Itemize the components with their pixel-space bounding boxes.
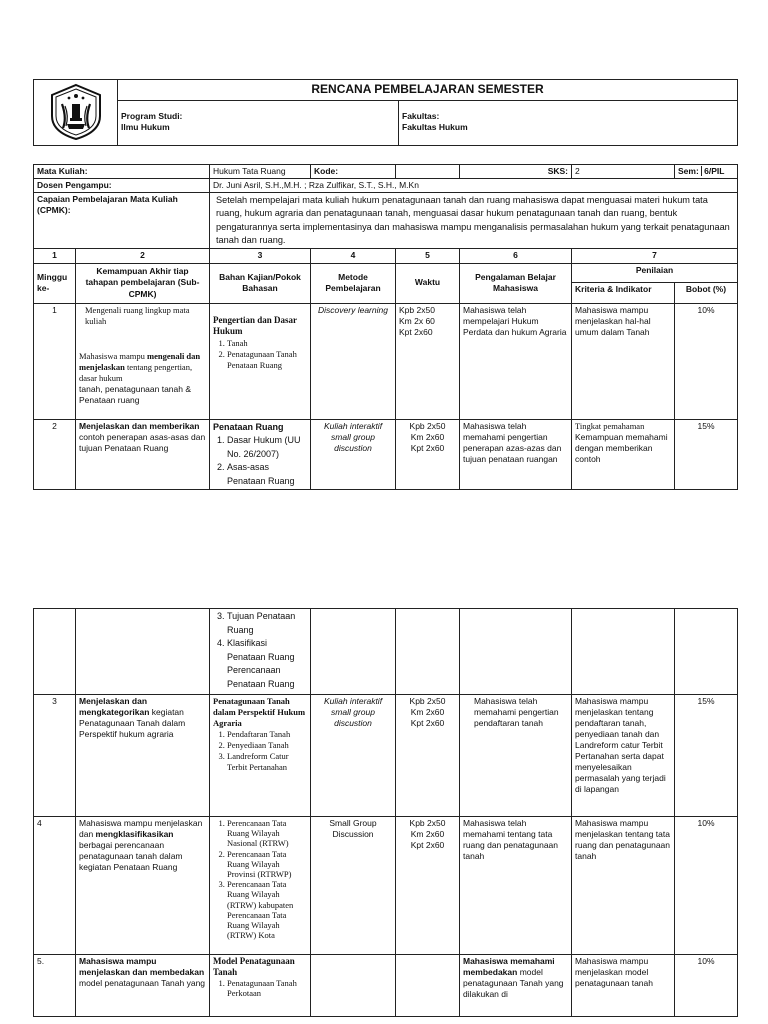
page-title: RENCANA PEMBELAJARAN SEMESTER xyxy=(118,80,737,101)
col-number: 6 xyxy=(460,249,572,263)
kemampuan-text: Mengenali ruang lingkup mata kuliah xyxy=(85,304,190,326)
table-row xyxy=(34,695,738,817)
kemampuan-text: model penatagunaan Tanah yang xyxy=(79,978,206,989)
kemampuan-text: berbagai perencanaan penatagunaan tanah dalam kegiatan Penataan Ruang xyxy=(79,840,183,873)
waktu-cell xyxy=(396,303,460,419)
table-row xyxy=(34,955,738,1017)
bobot-cell: 10% xyxy=(675,303,738,419)
waktu-line: Km 2x60 xyxy=(410,707,445,718)
waktu-line: Kpb 2x50 xyxy=(409,420,446,431)
bahan-item: 2. Penatagunaan Tanah Penataan Ruang xyxy=(227,349,307,371)
kriteria-cell: Mahasiswa mampu menjelaskan hal-hal umum dalam Tanah xyxy=(572,303,675,419)
bahan-title: Penatagunaan Tanah dalam Perspektif Hukum Agraria xyxy=(213,696,306,729)
logo-cell xyxy=(34,80,118,146)
bahan-cell xyxy=(210,695,311,817)
bahan-item: 3. Perencanaan Tata Ruang Wilayah (RTRW) kabupaten Perencanaan Tata Ruang Wilayah (RTRW) Kota xyxy=(227,879,307,940)
waktu-line: Kpt 2x60 xyxy=(410,840,445,851)
university-seal-icon xyxy=(34,80,117,144)
bahan-item: 2. Penyediaan Tanah xyxy=(227,740,307,751)
pengalaman-cell: Mahasiswa telah memahami tentang tata ruang dan penatagunaan tanah xyxy=(460,817,572,955)
bobot-cell: 10% xyxy=(675,955,738,1017)
minggu-cell xyxy=(34,609,76,695)
col-number: 4 xyxy=(311,249,396,263)
waktu-line: Km 2x60 xyxy=(410,431,445,442)
kemampuan-text-bold: mengenali dan menjelaskan xyxy=(79,350,201,372)
program-studi-label: Program Studi: xyxy=(121,110,183,121)
bahan-item: 4. Klasifikasi Penataan Ruang Perencanaan Penataan Ruang xyxy=(227,637,307,691)
dosen-value: Dr. Juni Asril, S.H.,M.H. ; Rza Zulfikar, S.T., S.H., M.Kn xyxy=(210,179,738,193)
penilaian-header: Penilaian xyxy=(572,263,738,282)
waktu-line: Km 2x60 xyxy=(410,829,445,840)
cpmk-value: Setelah mempelajari mata kuliah hukum penatagunaan tanah dan ruang mahasiswa dapat menguasai materi hukum tata ruang, hukum agraria dan penatagunaan tanah, menguasai dasar hukum penatagunaan tanah dan ruang, bentuk pengaturannya serta implementasinya dan mahasiswa mampu menganalisis permasalahan hukum yang terkait penatagunaan tanah dan ruang. xyxy=(210,193,738,249)
bahan-item: 1. Tanah xyxy=(227,338,307,349)
metode-cell xyxy=(311,955,396,1017)
col-number: 5 xyxy=(396,249,460,263)
col-number: 7 xyxy=(572,249,738,263)
pengalaman-cell: Mahasiswa telah memahami pengertian pendaftaran tanah xyxy=(460,695,572,817)
cpmk-row xyxy=(34,193,738,249)
waktu-cell xyxy=(396,419,460,490)
kemampuan-cell xyxy=(76,695,210,817)
sem-cell xyxy=(675,165,738,179)
col-number: 2 xyxy=(76,249,210,263)
waktu-cell xyxy=(396,609,460,695)
waktu-line: Kpt 2x60 xyxy=(410,718,445,729)
bobot-header: Bobot (%) xyxy=(675,282,738,303)
bahan-title: Penataan Ruang xyxy=(213,421,284,432)
waktu-cell xyxy=(396,817,460,955)
metode-cell: Discovery learning xyxy=(311,303,396,419)
program-studi-block xyxy=(118,101,398,145)
metode-cell: Small Group Discussion xyxy=(311,817,396,955)
kemampuan-cell xyxy=(76,817,210,955)
minggu-cell: 4 xyxy=(34,817,76,955)
kemampuan-text: tanah, penatagunaan tanah & Penataan ruang xyxy=(79,383,192,405)
bahan-item: 2. Asas-asas Penataan Ruang xyxy=(227,461,307,488)
table-row xyxy=(34,419,738,490)
mata-kuliah-value: Hukum Tata Ruang xyxy=(210,165,311,179)
table-row xyxy=(34,817,738,955)
minggu-header: Minggu ke- xyxy=(34,263,76,303)
column-number-row xyxy=(34,249,738,263)
kemampuan-text: contoh penerapan asas-asas dan tujuan Penataan Ruang xyxy=(79,431,206,453)
waktu-header: Waktu xyxy=(396,263,460,303)
bobot-cell: 15% xyxy=(675,419,738,490)
header-table xyxy=(33,79,738,146)
waktu-cell xyxy=(396,695,460,817)
kemampuan-text: Mahasiswa mampu xyxy=(79,350,147,361)
bahan-item: 3. Tujuan Penataan Ruang xyxy=(227,610,307,637)
kriteria-text: Kemampuan memahami dengan memberikan contoh xyxy=(575,431,668,464)
col-number: 1 xyxy=(34,249,76,263)
header-info-cell xyxy=(118,80,738,146)
bobot-cell xyxy=(675,609,738,695)
kemampuan-text-bold: Menjelaskan dan memberikan xyxy=(79,420,200,431)
bahan-item: 2. Perencanaan Tata Ruang Wilayah Provinsi (RTRWP) xyxy=(227,849,307,880)
bahan-cell xyxy=(210,303,311,419)
program-studi-value: Ilmu Hukum xyxy=(121,122,170,133)
metode-cell: Kuliah interaktif small group discustion xyxy=(311,695,396,817)
pengalaman-cell: Mahasiswa telah memahami pengertian penerapan azas-azas dan tujuan penataan ruangan xyxy=(460,419,572,490)
bahan-title: Pengertian dan Dasar Hukum xyxy=(213,314,297,337)
bobot-cell: 10% xyxy=(675,817,738,955)
fakultas-block xyxy=(398,101,737,145)
kriteria-cell xyxy=(572,609,675,695)
kemampuan-text: Mahasiswa mampu menjelaskan dan xyxy=(79,818,203,840)
kemampuan-cell xyxy=(76,303,210,419)
kriteria-cell xyxy=(572,419,675,490)
dosen-row xyxy=(34,179,738,193)
table-row xyxy=(34,609,738,695)
kemampuan-text-bold: Menjelaskan dan mengkategorikan xyxy=(79,696,150,718)
kemampuan-text: kegiatan Penatagunaan Tanah dalam Perspektif hukum agraria xyxy=(79,707,186,740)
bahan-cell xyxy=(210,609,311,695)
col-number: 3 xyxy=(210,249,311,263)
fakultas-value: Fakultas Hukum xyxy=(402,122,468,133)
table-row xyxy=(34,303,738,419)
metode-cell xyxy=(311,609,396,695)
bahan-item: 3. Landreform Catur Terbit Pertanahan xyxy=(227,751,307,773)
kemampuan-text: tentang pengertian, dasar hukum xyxy=(79,361,193,383)
kemampuan-text-bold: mengklasifikasikan xyxy=(95,829,174,840)
kriteria-cell: Mahasiswa mampu menjelaskan tentang pendaftaran tanah, penyediaan tanah dan Landreform catur Terbit Pertanahan serta dapat menyelesaikan permasalah yang terjadi di lapangan xyxy=(572,695,675,817)
bahan-cell xyxy=(210,955,311,1017)
waktu-line: Kpt 2x60 xyxy=(399,326,433,337)
minggu-cell: 3 xyxy=(34,695,76,817)
sem-label: Sem: xyxy=(678,166,699,176)
bahan-header: Bahan Kajian/Pokok Bahasan xyxy=(210,263,311,303)
kemampuan-cell xyxy=(76,955,210,1017)
cpmk-label: Capaian Pembelajaran Mata Kuliah (CPMK): xyxy=(34,193,210,249)
pengalaman-text-bold: Mahasiswa memahami membedakan xyxy=(463,956,555,978)
waktu-line: Kpb 2x50 xyxy=(409,696,446,706)
mata-kuliah-label: Mata Kuliah: xyxy=(34,165,210,179)
kemampuan-cell xyxy=(76,609,210,695)
waktu-line: Kpb 2x50 xyxy=(409,818,446,828)
sks-label: SKS: xyxy=(460,165,572,179)
minggu-cell: 1 xyxy=(34,303,76,419)
bobot-cell: 15% xyxy=(675,695,738,817)
sem-value: 6/PIL xyxy=(701,166,724,176)
minggu-cell: 5. xyxy=(34,955,76,1017)
waktu-cell xyxy=(396,955,460,1017)
kode-value xyxy=(396,165,460,179)
kriteria-cell: Mahasiswa mampu menjelaskan tentang tata ruang dan penatagunaan tanah xyxy=(572,817,675,955)
rps-table-page-1 xyxy=(33,164,738,490)
bahan-item: 1. Perencanaan Tata Ruang Wilayah Nasional (RTRW) xyxy=(227,818,307,849)
kemampuan-cell xyxy=(76,419,210,490)
sks-value: 2 xyxy=(572,165,675,179)
bahan-item: 1. Dasar Hukum (UU No. 26/2007) xyxy=(227,434,307,461)
bahan-title: Model Penatagunaan Tanah xyxy=(213,956,295,977)
waktu-line: Kpt 2x60 xyxy=(410,442,445,453)
waktu-line: Km 2x 60 xyxy=(399,315,435,326)
pengalaman-text: model penatagunaan Tanah yang dilakukan di xyxy=(463,967,564,1000)
kode-label: Kode: xyxy=(311,165,396,179)
pengalaman-header: Pengalaman Belajar Mahasiswa xyxy=(460,263,572,303)
column-header-row-a xyxy=(34,263,738,282)
kriteria-cell: Mahasiswa mampu menjelaskan model penatagunaan tanah xyxy=(572,955,675,1017)
bahan-cell xyxy=(210,419,311,490)
rps-table-page-2 xyxy=(33,608,738,1017)
fakultas-label: Fakultas: xyxy=(402,110,440,121)
waktu-line: Kpb 2x50 xyxy=(399,304,435,315)
bahan-item: 1. Penatagunaan Tanah Perkotaan xyxy=(227,978,307,998)
pengalaman-cell xyxy=(460,955,572,1017)
dosen-label: Dosen Pengampu: xyxy=(34,179,210,193)
mata-kuliah-row xyxy=(34,165,738,179)
pengalaman-cell: Mahasiswa telah mempelajari Hukum Perdata dan hukum Agraria xyxy=(460,303,572,419)
kemampuan-text-bold: Mahasiswa mampu menjelaskan dan membedakan xyxy=(79,956,205,978)
minggu-cell: 2 xyxy=(34,419,76,490)
bahan-cell xyxy=(210,817,311,955)
kriteria-text: Tingkat pemahaman xyxy=(575,420,645,431)
kriteria-header: Kriteria & Indikator xyxy=(572,282,675,303)
bahan-item: 1. Pendaftaran Tanah xyxy=(227,729,307,740)
pengalaman-cell xyxy=(460,609,572,695)
metode-cell: Kuliah interaktif small group discustion xyxy=(311,419,396,490)
metode-header: Metode Pembelajaran xyxy=(311,263,396,303)
kemampuan-header: Kemampuan Akhir tiap tahapan pembelajaran (Sub-CPMK) xyxy=(76,263,210,303)
